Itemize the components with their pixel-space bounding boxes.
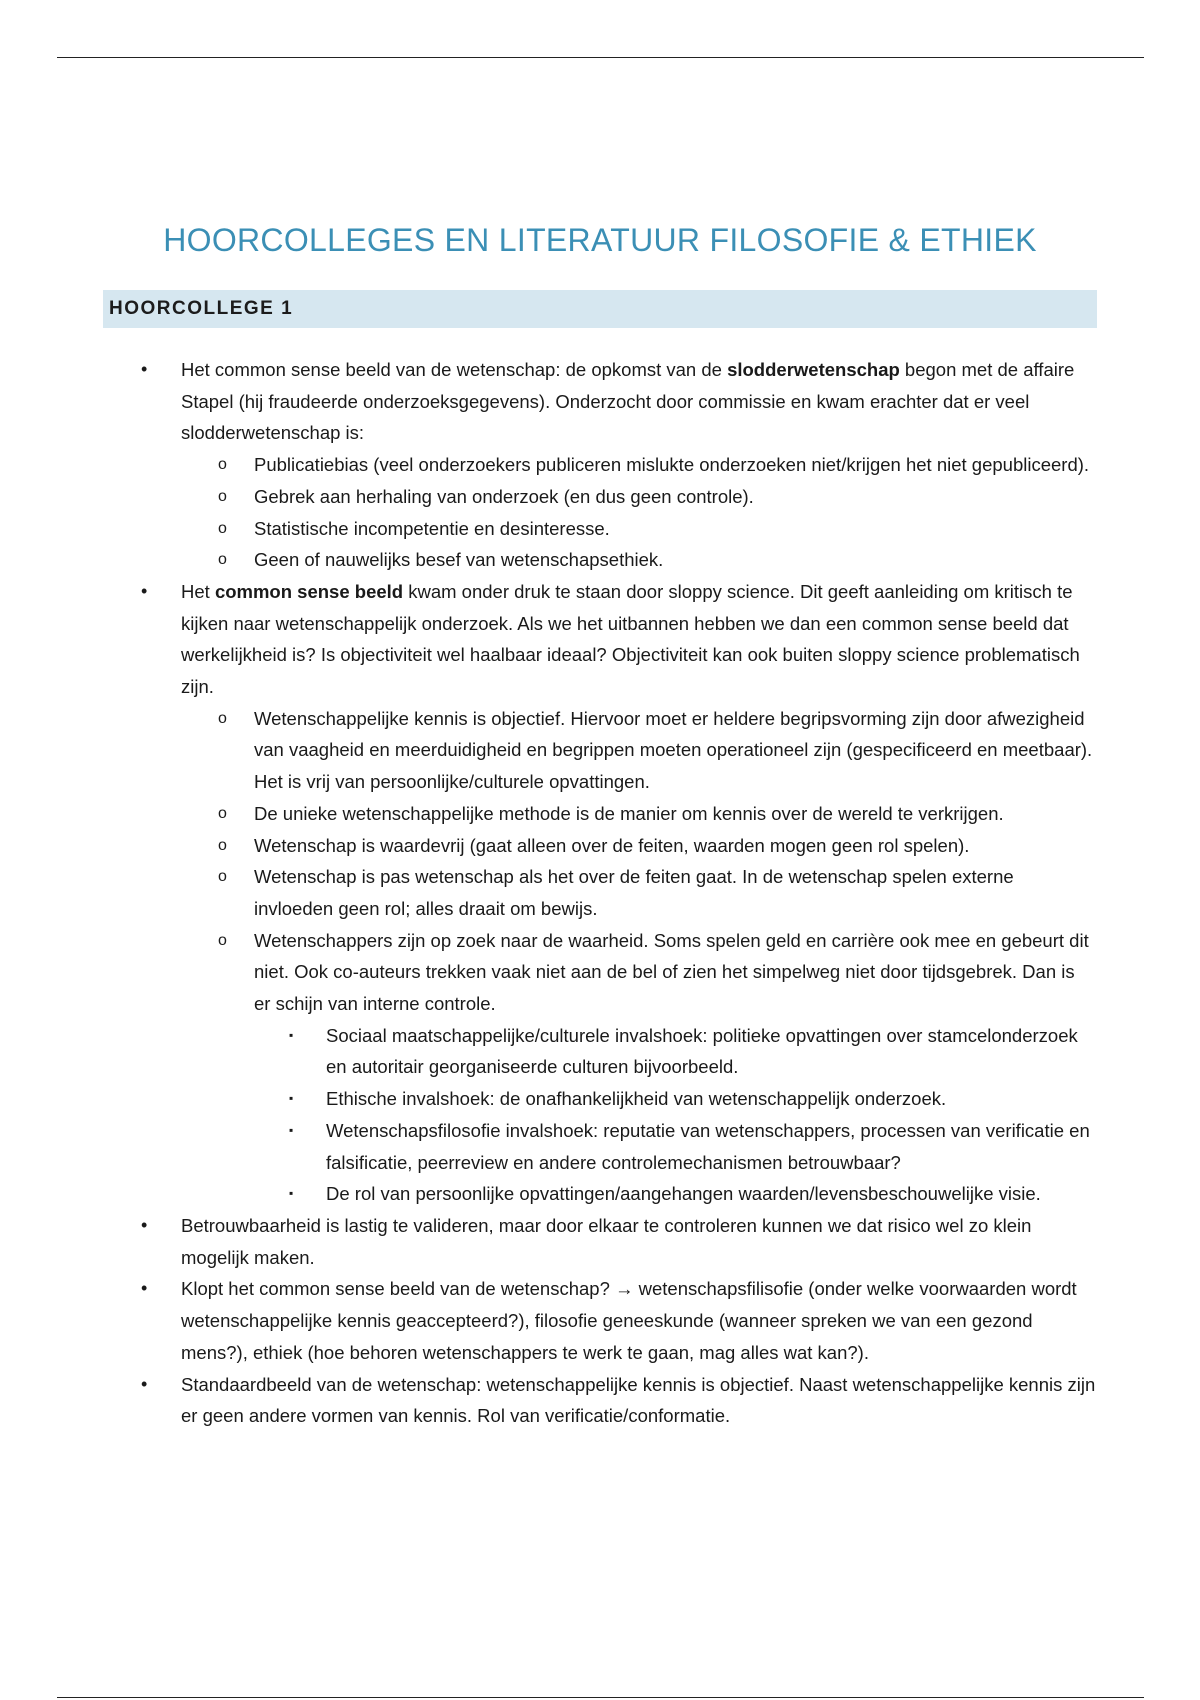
circle-bullet-icon: o xyxy=(218,836,227,854)
list-item: ▪ Ethische invalshoek: de onafhankelijkheid van wetenschappelijk onderzoek. xyxy=(0,1083,1096,1115)
list-item: ▪ Sociaal maatschappelijke/culturele invalshoek: politieke opvattingen over stamcelonderzoek en autoritair georganiseerde culturen bijvoorbeeld. xyxy=(0,1020,1096,1083)
list-item: • Betrouwbaarheid is lastig te valideren, maar door elkaar te controleren kunnen we dat risico wel zo klein mogelijk maken. xyxy=(0,1210,1096,1273)
circle-bullet-icon: o xyxy=(218,519,227,537)
square-bullet-icon: ▪ xyxy=(289,1186,294,1201)
bullet-icon: • xyxy=(141,580,148,601)
list-item: • Het common sense beeld van de wetenschap: de opkomst van de slodderwetenschap begon met de affaire Stapel (hij fraudeerde onderzoeksgegevens). Onderzocht door commissie en kwam erachter dat er veel slodderwetenschap is: xyxy=(0,354,1096,449)
square-bullet-icon: ▪ xyxy=(289,1091,294,1106)
bullet-icon: • xyxy=(141,1278,148,1299)
list-item: ▪ Wetenschapsfilosofie invalshoek: reputatie van wetenschappers, processen van verificatie en falsificatie, peerreview en andere controlemechanismen betrouwbaar? xyxy=(0,1115,1096,1178)
list-item: • Het common sense beeld kwam onder druk te staan door sloppy science. Dit geeft aanleiding om kritisch te kijken naar wetenschappelijk onderzoek. Als we het uitbannen hebben we dan een common sense beeld dat werkelijkheid is? Is objectiviteit wel haalbaar ideaal? Objectiviteit kan ook buiten sloppy science problematisch zijn. xyxy=(0,576,1096,703)
circle-bullet-icon: o xyxy=(218,456,227,474)
list-item: o Wetenschap is waardevrij (gaat alleen over de feiten, waarden mogen geen rol spelen). xyxy=(0,830,1096,862)
circle-bullet-icon: o xyxy=(218,551,227,569)
list-item: • Standaardbeeld van de wetenschap: wetenschappelijke kennis is objectief. Naast wetenschappelijke kennis zijn er geen andere vormen van kennis. Rol van verificatie/conformatie. xyxy=(0,1369,1096,1432)
square-bullet-icon: ▪ xyxy=(289,1122,294,1137)
section-heading: HOORCOLLEGE 1 xyxy=(103,290,1097,328)
list-item: o Gebrek aan herhaling van onderzoek (en dus geen controle). xyxy=(0,481,1096,513)
list-item: o Geen of nauwelijks besef van wetenschapsethiek. xyxy=(0,544,1096,576)
bullet-icon: • xyxy=(141,1214,148,1235)
list-item: ▪ De rol van persoonlijke opvattingen/aangehangen waarden/levensbeschouwelijke visie. xyxy=(0,1178,1096,1210)
bullet-icon: • xyxy=(141,359,148,379)
list-item: o Publicatiebias (veel onderzoekers publiceren mislukte onderzoeken niet/krijgen het niet gepubliceerd). xyxy=(0,449,1096,481)
list-item: o Wetenschappers zijn op zoek naar de waarheid. Soms spelen geld en carrière ook mee en gebeurt dit niet. Ook co-auteurs trekken vaak niet aan de bel of zien het simpelweg niet door tijdsgebrek. Dan is er schijn van interne controle. xyxy=(0,925,1096,1020)
list-item: • Klopt het common sense beeld van de wetenschap? → wetenschapsfilisofie (onder welke voorwaarden wordt wetenschappelijke kennis geaccepteerd?), filosofie geneeskunde (wanneer spreken we van een gezond mens?), ethiek (hoe behoren wetenschappers te werk te gaan, mag alles wat kan?). xyxy=(0,1273,1096,1368)
footer-rule xyxy=(57,1697,1144,1698)
bold-term: slodderwetenschap xyxy=(727,359,900,380)
circle-bullet-icon: o xyxy=(218,487,227,505)
list-item: o Wetenschap is pas wetenschap als het over de feiten gaat. In de wetenschap spelen externe invloeden geen rol; alles draait om bewijs. xyxy=(0,861,1096,924)
circle-bullet-icon: o xyxy=(218,709,227,727)
header-rule xyxy=(57,57,1144,58)
circle-bullet-icon: o xyxy=(218,931,227,949)
list-item: o Statistische incompetentie en desinteresse. xyxy=(0,513,1096,545)
circle-bullet-icon: o xyxy=(218,804,227,822)
notes-list xyxy=(0,354,1200,1432)
document-title: HOORCOLLEGES EN LITERATUUR FILOSOFIE & ETHIEK xyxy=(163,222,1037,258)
bold-term: common sense beeld xyxy=(214,580,404,602)
bullet-icon: • xyxy=(141,1373,148,1394)
square-bullet-icon: ▪ xyxy=(289,1027,294,1042)
circle-bullet-icon: o xyxy=(218,868,227,886)
list-item: o De unieke wetenschappelijke methode is de manier om kennis over de wereld te verkrijgen. xyxy=(0,798,1096,830)
list-item: o Wetenschappelijke kennis is objectief. Hiervoor moet er heldere begripsvorming zijn door afwezigheid van vaagheid en meerduidigheid en begrippen moeten operationeel zijn (gespecificeerd en meetbaar). Het is vrij van persoonlijke/culturele opvattingen. xyxy=(0,703,1096,798)
